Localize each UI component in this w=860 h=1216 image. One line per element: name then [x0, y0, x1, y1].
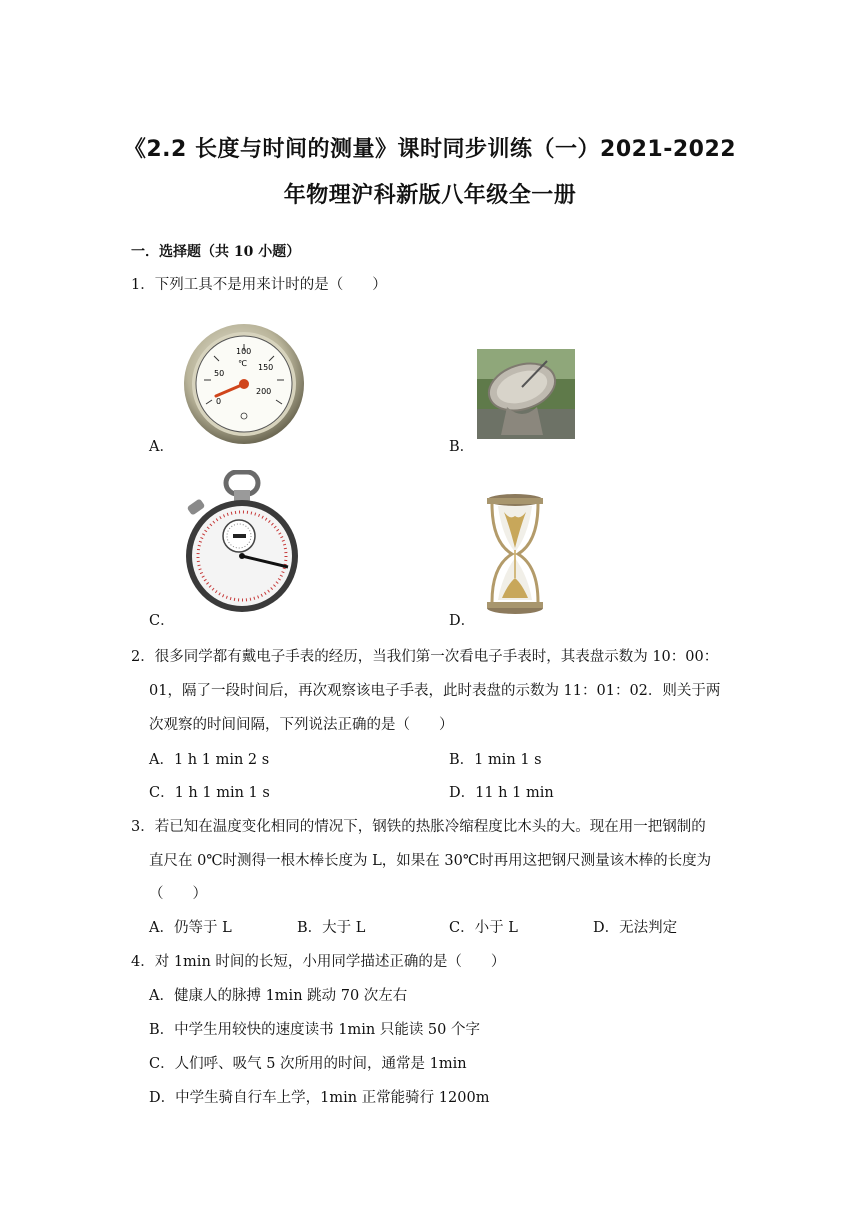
- q1-option-d: D．: [449, 613, 476, 629]
- q3-option-c: C．小于 L: [449, 920, 518, 936]
- thermometer-image: [176, 320, 312, 446]
- dial-label-0: 0: [216, 397, 222, 406]
- question-4-stem: 4．对 1min 时间的长短，小用同学描述正确的是（ ）: [131, 954, 506, 970]
- q4-option-a: A．健康人的脉搏 1min 跳动 70 次左右: [149, 988, 408, 1004]
- stopwatch-image: [176, 470, 310, 614]
- q1-option-a: A．: [149, 439, 174, 455]
- q1-option-c: C．: [149, 613, 175, 629]
- question-3-line-3: （ ）: [149, 886, 207, 902]
- q3-option-b: B．大于 L: [297, 920, 366, 936]
- sundial-image: [477, 349, 575, 439]
- dial-label-200: 200: [256, 387, 272, 396]
- question-2-line-1: 2．很多同学都有戴电子手表的经历，当我们第一次看电子手表时，其表盘示数为 10：00：: [131, 649, 719, 665]
- q3-option-a: A．仍等于 L: [149, 920, 232, 936]
- q3-option-d: D．无法判定: [593, 920, 678, 936]
- q1-option-b: B．: [449, 439, 475, 455]
- q2-option-b: B．1 min 1 s: [449, 752, 542, 768]
- dial-label-50: 50: [214, 369, 225, 378]
- dial-label-celsius: ℃: [238, 359, 247, 368]
- question-3-line-2: 直尺在 0℃时测得一根木棒长度为 L，如果在 30℃时再用这把钢尺测量该木棒的长度为: [149, 853, 712, 869]
- document-title-line-2: 年物理沪科新版八年级全一册: [283, 183, 577, 208]
- question-3-line-1: 3．若已知在温度变化相同的情况下，钢铁的热胀冷缩程度比木头的大。现在用一把钢制的: [131, 819, 706, 835]
- dial-label-100: 100: [236, 347, 252, 356]
- q2-option-c: C．1 h 1 min 1 s: [149, 785, 270, 801]
- dial-label-150: 150: [258, 363, 274, 372]
- question-1-stem: 1．下列工具不是用来计时的是（ ）: [131, 277, 387, 293]
- q4-option-c: C．人们呼、吸气 5 次所用的时间，通常是 1min: [149, 1056, 467, 1072]
- document-title-line-1: 《2.2 长度与时间的测量》课时同步训练（一）2021-2022: [123, 137, 737, 162]
- question-2-line-2: 01，隔了一段时间后，再次观察该电子手表，此时表盘的示数为 11：01：02．则关于两: [149, 683, 721, 699]
- q2-option-a: A．1 h 1 min 2 s: [149, 752, 270, 768]
- question-2-line-3: 次观察的时间间隔，下列说法正确的是（ ）: [149, 717, 454, 733]
- section-heading: 一．选择题（共 10 小题）: [131, 244, 301, 260]
- q4-option-d: D．中学生骑自行车上学，1min 正常能骑行 1200m: [149, 1090, 490, 1106]
- hourglass-image: [482, 492, 548, 616]
- q2-option-d: D．11 h 1 min: [449, 785, 554, 801]
- q4-option-b: B．中学生用较快的速度读书 1min 只能读 50 个字: [149, 1022, 480, 1038]
